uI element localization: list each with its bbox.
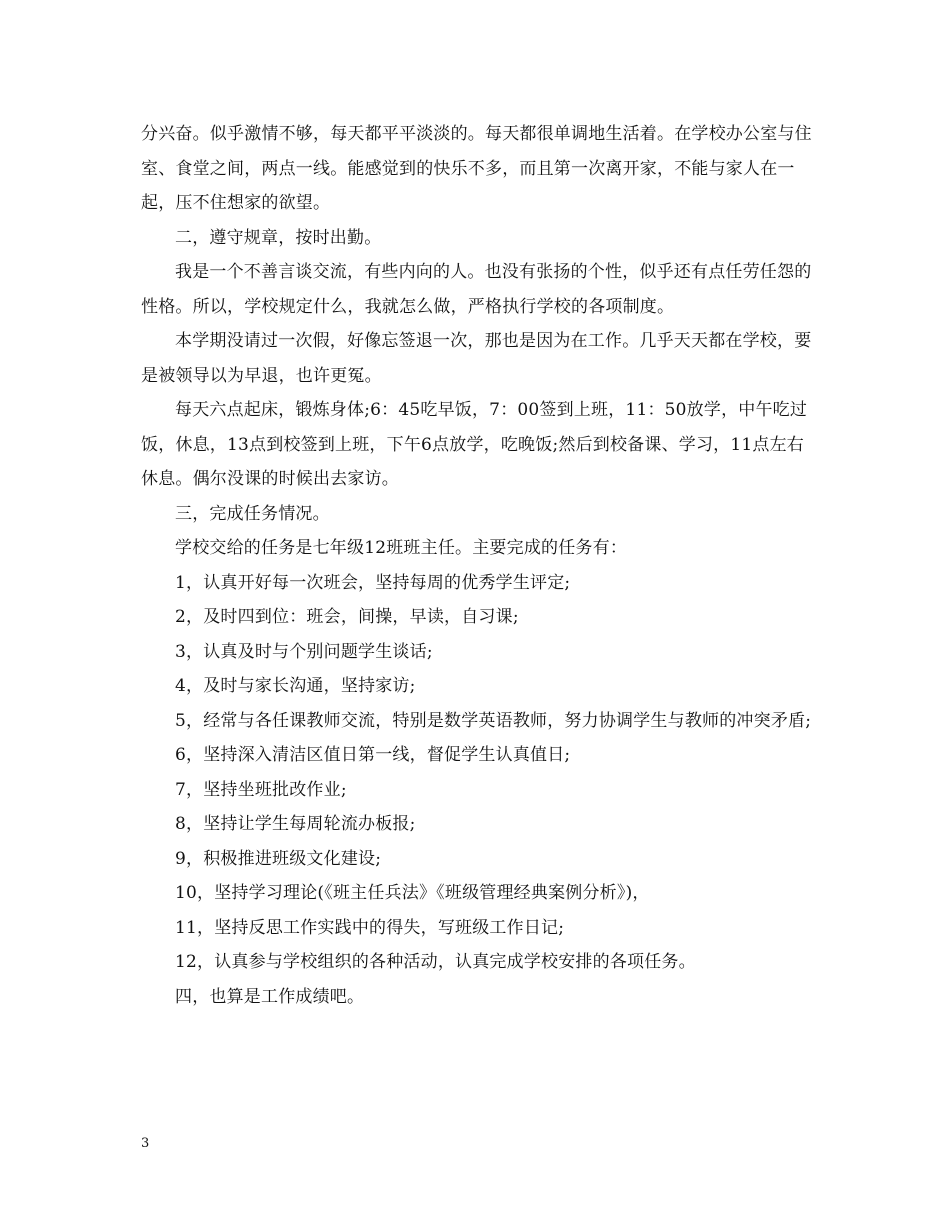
document-body bbox=[141, 117, 813, 1014]
task-list-item: 3，认真及时与个别问题学生谈话; bbox=[175, 641, 433, 662]
page-number: 3 bbox=[141, 1136, 150, 1151]
paragraph-attendance: 本学期没请过一次假，好像忘签退一次，那也是因为在工作。几乎天天都在学校，要是被领导以为早退，也许更冤。 bbox=[141, 331, 812, 386]
task-list-item: 7，坚持坐班批改作业; bbox=[175, 779, 347, 800]
task-list-item: 11，坚持反思工作实践中的得失，写班级工作日记; bbox=[175, 917, 565, 938]
task-list-item: 8，坚持让学生每周轮流办板报; bbox=[175, 814, 416, 834]
task-list-item: 5，经常与各任课教师交流，特别是数学英语教师，努力协调学生与教师的冲突矛盾; bbox=[175, 710, 812, 731]
task-list-item: 12，认真参与学校组织的各种活动，认真完成学校安排的各项任务。 bbox=[175, 952, 696, 972]
task-list-item: 4，及时与家长沟通，坚持家访; bbox=[175, 676, 416, 696]
paragraph-daily-schedule: 每天六点起床，锻炼身体;6：45吃早饭，7：00签到上班，11：50放学，中午吃过饭，休息，13点到校签到上班，下午6点放学，吃晚饭;然后到校备课、学习，11点左右休息。偶尔没课的时候出去家访。 bbox=[141, 400, 808, 489]
task-list-item: 9，积极推进班级文化建设; bbox=[175, 848, 382, 869]
section-heading-two: 二，遵守规章，按时出勤。 bbox=[175, 227, 382, 248]
task-list-item: 6，坚持深入清洁区值日第一线，督促学生认真值日; bbox=[175, 745, 571, 765]
task-list-item: 2，及时四到位：班会，间操，早读，自习课; bbox=[175, 607, 519, 627]
task-list-item: 10，坚持学习理论(《班主任兵法》《班级管理经典案例分析》)， bbox=[175, 883, 650, 903]
paragraph-personality: 我是一个不善言谈交流，有些内向的人。也没有张扬的个性，似乎还有点任劳任怨的性格。所以，学校规定什么，我就怎么做，严格执行学校的各项制度。 bbox=[141, 262, 812, 317]
task-list-item: 1，认真开好每一次班会，坚持每周的优秀学生评定; bbox=[175, 572, 571, 593]
section-heading-three: 三，完成任务情况。 bbox=[175, 503, 330, 524]
section-heading-four: 四，也算是工作成绩吧。 bbox=[175, 986, 365, 1007]
paragraph-task-intro: 学校交给的任务是七年级12班班主任。主要完成的任务有： bbox=[175, 538, 628, 558]
paragraph-continuation: 分兴奋。似乎激情不够，每天都平平淡淡的。每天都很单调地生活着。在学校办公室与住室、食堂之间，两点一线。能感觉到的快乐不多，而且第一次离开家，不能与家人在一起，压不住想家的欲望。 bbox=[141, 124, 812, 213]
